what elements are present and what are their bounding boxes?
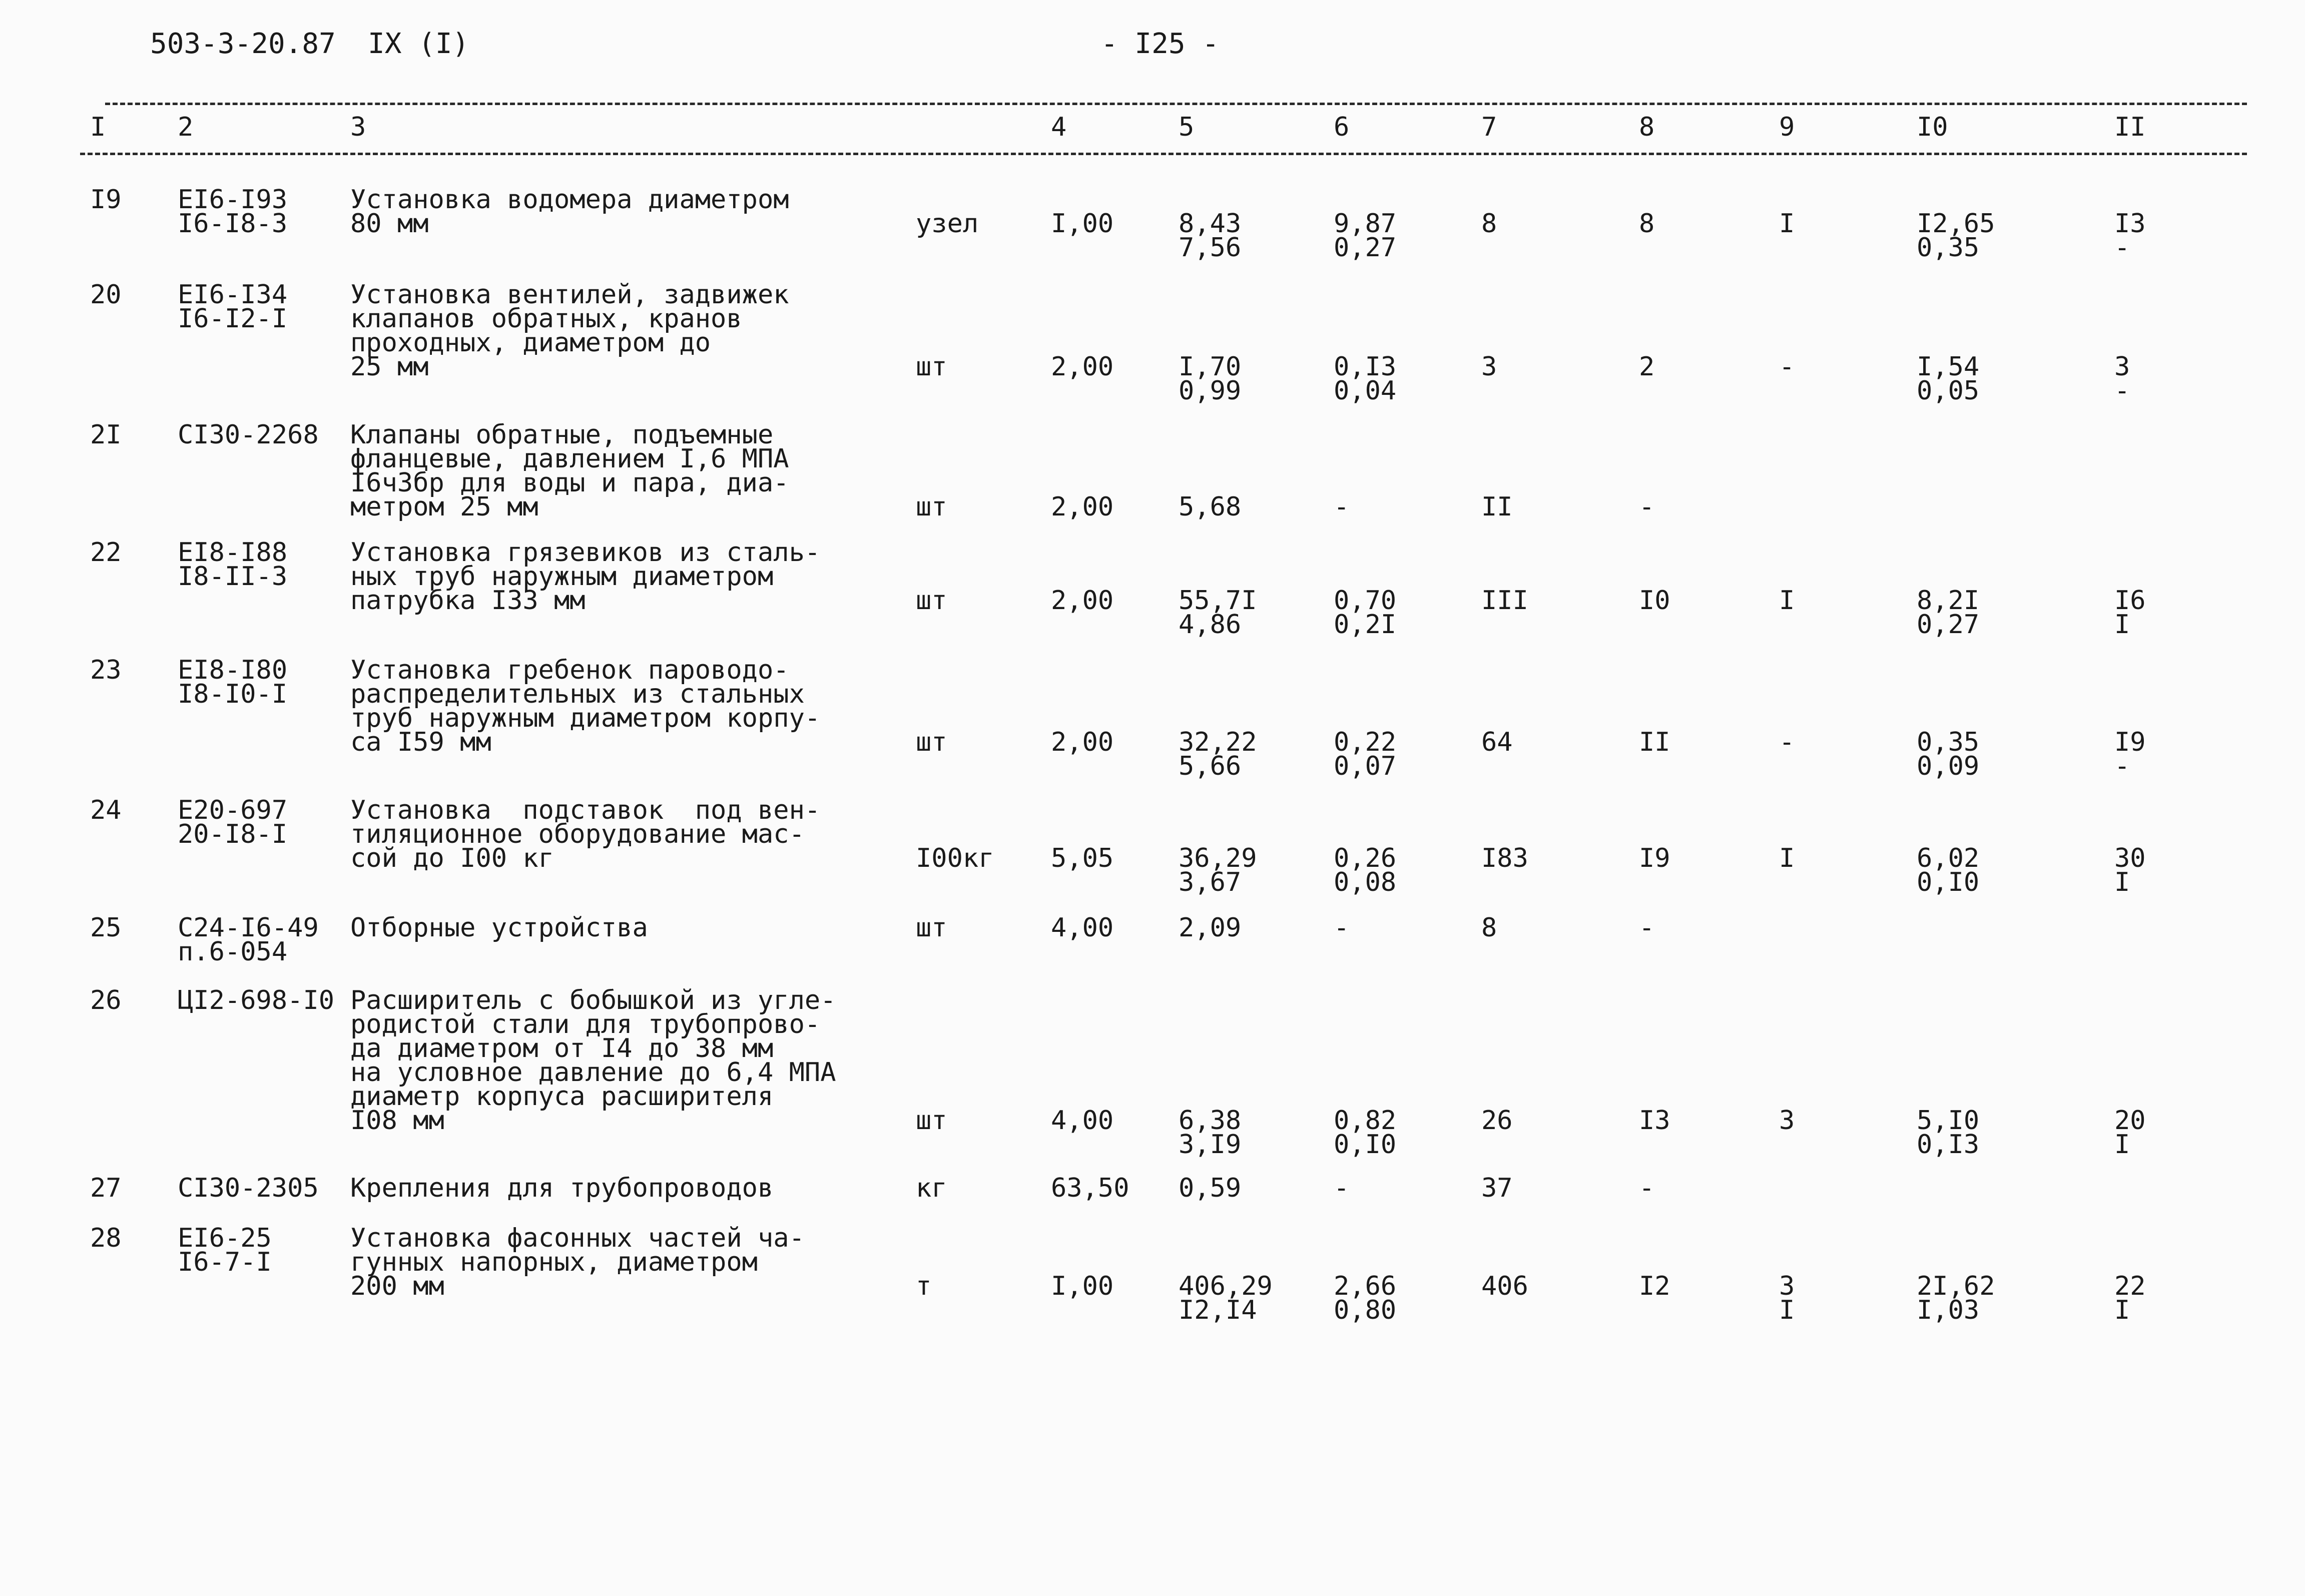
row-description: 80 мм bbox=[350, 209, 429, 239]
row-col6: 0,I3 bbox=[1334, 352, 1397, 382]
row-description: Установка вентилей, задвижек bbox=[350, 280, 789, 310]
row-col6: 2,66 bbox=[1334, 1271, 1397, 1301]
row-col10: 8,2I bbox=[1917, 586, 1980, 616]
row-number: 26 bbox=[90, 985, 122, 1015]
row-col9: 3 bbox=[1779, 1106, 1795, 1136]
row-description: распределительных из стальных bbox=[350, 679, 805, 709]
row-col6: 0,I0 bbox=[1334, 1130, 1397, 1160]
row-number: 22 bbox=[90, 538, 122, 568]
row-col9: I bbox=[1779, 843, 1795, 873]
row-description: 200 мм bbox=[350, 1271, 444, 1301]
row-col9: - bbox=[1779, 352, 1795, 382]
row-quantity: I,00 bbox=[1051, 1271, 1114, 1301]
row-col7: III bbox=[1481, 586, 1528, 616]
column-header-4: 4 bbox=[1051, 112, 1067, 142]
row-col11: I bbox=[2114, 1295, 2130, 1325]
row-col5: 406,29 bbox=[1179, 1271, 1273, 1301]
row-col7: 26 bbox=[1481, 1106, 1513, 1136]
row-col11: I bbox=[2114, 867, 2130, 897]
row-quantity: 5,05 bbox=[1051, 843, 1114, 873]
row-col8: I3 bbox=[1639, 1106, 1670, 1136]
row-col7: 8 bbox=[1481, 209, 1497, 239]
row-description: са I59 мм bbox=[350, 727, 491, 757]
column-header-2: 2 bbox=[178, 112, 194, 142]
row-col6: 0,26 bbox=[1334, 843, 1397, 873]
row-col8: I2 bbox=[1639, 1271, 1670, 1301]
row-col7: 406 bbox=[1481, 1271, 1528, 1301]
column-header-1: I bbox=[90, 112, 106, 142]
row-col5: 8,43 bbox=[1179, 209, 1242, 239]
row-col5: 55,7I bbox=[1179, 586, 1257, 616]
row-code: EI8-I88 bbox=[178, 538, 288, 568]
row-description: тиляционное оборудование мас- bbox=[350, 819, 805, 849]
row-col8: I9 bbox=[1639, 843, 1670, 873]
row-description: Установка гребенок пароводо- bbox=[350, 655, 789, 685]
row-unit: узел bbox=[916, 209, 979, 239]
row-description: метром 25 мм bbox=[350, 492, 538, 522]
column-header-9: 9 bbox=[1779, 112, 1795, 142]
row-unit: шт bbox=[916, 913, 947, 943]
row-col10: 0,05 bbox=[1917, 376, 1980, 406]
row-col5: 32,22 bbox=[1179, 727, 1257, 757]
row-col6: 0,08 bbox=[1334, 867, 1397, 897]
row-col6: 0,82 bbox=[1334, 1106, 1397, 1136]
column-header-3: 3 bbox=[350, 112, 366, 142]
row-col8: - bbox=[1639, 913, 1655, 943]
row-description: Установка подставок под вен- bbox=[350, 795, 821, 825]
row-col5: 3,67 bbox=[1179, 867, 1242, 897]
row-description: на условное давление до 6,4 МПА bbox=[350, 1057, 836, 1088]
row-col10: 0,35 bbox=[1917, 233, 1980, 263]
row-col6: 0,22 bbox=[1334, 727, 1397, 757]
row-description: да диаметром от I4 до 38 мм bbox=[350, 1033, 774, 1063]
row-col5: 36,29 bbox=[1179, 843, 1257, 873]
row-col6: 0,07 bbox=[1334, 751, 1397, 781]
row-col6: - bbox=[1334, 492, 1350, 522]
row-col6: - bbox=[1334, 1173, 1350, 1203]
row-col5: 2,09 bbox=[1179, 913, 1242, 943]
row-description: труб наружным диаметром корпу- bbox=[350, 703, 821, 733]
row-code: CI30-2268 bbox=[178, 420, 319, 450]
row-description: диаметр корпуса расширителя bbox=[350, 1082, 774, 1112]
row-col11: I bbox=[2114, 1130, 2130, 1160]
row-description: Установка водомера диаметром bbox=[350, 185, 789, 215]
row-quantity: 2,00 bbox=[1051, 352, 1114, 382]
row-col7: 37 bbox=[1481, 1173, 1513, 1203]
row-description: 25 мм bbox=[350, 352, 429, 382]
row-quantity: 2,00 bbox=[1051, 727, 1114, 757]
row-code: EI6-I34 bbox=[178, 280, 288, 310]
row-col7: I83 bbox=[1481, 843, 1528, 873]
row-code: EI6-25 bbox=[178, 1223, 272, 1253]
row-col10: I,54 bbox=[1917, 352, 1980, 382]
row-description: Установка фасонных частей ча- bbox=[350, 1223, 805, 1253]
row-description: сой до I00 кг bbox=[350, 843, 554, 873]
row-col9: I bbox=[1779, 1295, 1795, 1325]
row-description: Клапаны обратные, подъемные bbox=[350, 420, 774, 450]
row-number: 20 bbox=[90, 280, 122, 310]
row-quantity: 4,00 bbox=[1051, 1106, 1114, 1136]
row-col9: - bbox=[1779, 727, 1795, 757]
row-col5: 6,38 bbox=[1179, 1106, 1242, 1136]
header-top-rule bbox=[105, 103, 2247, 105]
row-description: Расширитель с бобышкой из угле- bbox=[350, 985, 836, 1015]
row-col7: 8 bbox=[1481, 913, 1497, 943]
row-unit: т bbox=[916, 1271, 932, 1301]
row-col5: 0,59 bbox=[1179, 1173, 1242, 1203]
row-number: I9 bbox=[90, 185, 122, 215]
row-col5: 0,99 bbox=[1179, 376, 1242, 406]
row-col10: 0,27 bbox=[1917, 610, 1980, 640]
row-description: I08 мм bbox=[350, 1106, 444, 1136]
row-col6: 0,04 bbox=[1334, 376, 1397, 406]
row-code: 20-I8-I bbox=[178, 819, 288, 849]
row-col5: 4,86 bbox=[1179, 610, 1242, 640]
column-header-5: 5 bbox=[1179, 112, 1195, 142]
row-quantity: 63,50 bbox=[1051, 1173, 1129, 1203]
row-code: I8-II-3 bbox=[178, 562, 288, 592]
row-description: гунных напорных, диаметром bbox=[350, 1247, 758, 1277]
row-number: 23 bbox=[90, 655, 122, 685]
row-col6: 0,80 bbox=[1334, 1295, 1397, 1325]
row-col7: II bbox=[1481, 492, 1513, 522]
row-quantity: I,00 bbox=[1051, 209, 1114, 239]
row-col6: 0,2I bbox=[1334, 610, 1397, 640]
row-code: I6-7-I bbox=[178, 1247, 272, 1277]
row-col7: 3 bbox=[1481, 352, 1497, 382]
row-col11: - bbox=[2114, 233, 2130, 263]
row-col11: I9 bbox=[2114, 727, 2146, 757]
row-col9: I bbox=[1779, 209, 1795, 239]
row-col8: - bbox=[1639, 1173, 1655, 1203]
row-col11: 20 bbox=[2114, 1106, 2146, 1136]
row-unit: шт bbox=[916, 352, 947, 382]
row-description: I6ч3бр для воды и пара, диа- bbox=[350, 468, 789, 498]
row-quantity: 4,00 bbox=[1051, 913, 1114, 943]
row-col5: I2,I4 bbox=[1179, 1295, 1257, 1325]
row-description: Установка грязевиков из сталь- bbox=[350, 538, 821, 568]
document-code: 503-3-20.87 bbox=[150, 28, 336, 60]
row-col10: 5,I0 bbox=[1917, 1106, 1980, 1136]
row-number: 25 bbox=[90, 913, 122, 943]
row-unit: кг bbox=[916, 1173, 947, 1203]
row-col8: 2 bbox=[1639, 352, 1655, 382]
row-col11: I6 bbox=[2114, 586, 2146, 616]
row-col5: 5,66 bbox=[1179, 751, 1242, 781]
row-col5: I,70 bbox=[1179, 352, 1242, 382]
row-col5: 5,68 bbox=[1179, 492, 1242, 522]
row-code: ЦI2-698-I0 bbox=[178, 985, 335, 1015]
row-description: патрубка I33 мм bbox=[350, 586, 586, 616]
row-code: EI6-I93 bbox=[178, 185, 288, 215]
row-quantity: 2,00 bbox=[1051, 492, 1114, 522]
row-col10: 0,35 bbox=[1917, 727, 1980, 757]
row-description: фланцевые, давлением I,6 МПА bbox=[350, 444, 789, 474]
column-header-8: 8 bbox=[1639, 112, 1655, 142]
row-col6: 0,70 bbox=[1334, 586, 1397, 616]
row-col11: 22 bbox=[2114, 1271, 2146, 1301]
row-description: проходных, диаметром до bbox=[350, 328, 711, 358]
row-code: C24-I6-49 bbox=[178, 913, 319, 943]
row-number: 2I bbox=[90, 420, 122, 450]
row-col10: 0,I0 bbox=[1917, 867, 1980, 897]
row-col6: - bbox=[1334, 913, 1350, 943]
row-unit: шт bbox=[916, 1106, 947, 1136]
row-col6: 0,27 bbox=[1334, 233, 1397, 263]
row-unit: шт bbox=[916, 492, 947, 522]
row-col7: 64 bbox=[1481, 727, 1513, 757]
row-col5: 7,56 bbox=[1179, 233, 1242, 263]
row-col9: I bbox=[1779, 586, 1795, 616]
section-label: IX (I) bbox=[368, 28, 469, 60]
row-code: CI30-2305 bbox=[178, 1173, 319, 1203]
row-description: клапанов обратных, кранов bbox=[350, 304, 742, 334]
row-col10: 6,02 bbox=[1917, 843, 1980, 873]
row-col6: 9,87 bbox=[1334, 209, 1397, 239]
row-description: Отборные устройства bbox=[350, 913, 648, 943]
header-bottom-rule bbox=[80, 153, 2247, 155]
row-col11: 30 bbox=[2114, 843, 2146, 873]
row-code: п.6-054 bbox=[178, 937, 288, 967]
row-col5: 3,I9 bbox=[1179, 1130, 1242, 1160]
row-col8: II bbox=[1639, 727, 1670, 757]
row-col10: 0,I3 bbox=[1917, 1130, 1980, 1160]
row-unit: I00кг bbox=[916, 843, 994, 873]
row-code: EI8-I80 bbox=[178, 655, 288, 685]
row-col10: I,03 bbox=[1917, 1295, 1980, 1325]
row-col8: 8 bbox=[1639, 209, 1655, 239]
row-col11: - bbox=[2114, 751, 2130, 781]
row-col11: - bbox=[2114, 376, 2130, 406]
row-code: I6-I2-I bbox=[178, 304, 288, 334]
row-col10: I2,65 bbox=[1917, 209, 1995, 239]
row-unit: шт bbox=[916, 727, 947, 757]
row-number: 24 bbox=[90, 795, 122, 825]
row-number: 28 bbox=[90, 1223, 122, 1253]
row-code: I6-I8-3 bbox=[178, 209, 288, 239]
row-code: I8-I0-I bbox=[178, 679, 288, 709]
row-unit: шт bbox=[916, 586, 947, 616]
row-col11: I bbox=[2114, 610, 2130, 640]
row-col8: I0 bbox=[1639, 586, 1670, 616]
row-col11: I3 bbox=[2114, 209, 2146, 239]
row-col8: - bbox=[1639, 492, 1655, 522]
row-quantity: 2,00 bbox=[1051, 586, 1114, 616]
row-col9: 3 bbox=[1779, 1271, 1795, 1301]
row-description: ных труб наружным диаметром bbox=[350, 562, 774, 592]
row-col11: 3 bbox=[2114, 352, 2130, 382]
column-header-11: II bbox=[2114, 112, 2146, 142]
row-col10: 0,09 bbox=[1917, 751, 1980, 781]
page-number: - I25 - bbox=[1101, 28, 1220, 60]
row-description: Крепления для трубопроводов bbox=[350, 1173, 774, 1203]
column-header-10: I0 bbox=[1917, 112, 1948, 142]
row-col10: 2I,62 bbox=[1917, 1271, 1995, 1301]
column-header-6: 6 bbox=[1334, 112, 1350, 142]
row-code: E20-697 bbox=[178, 795, 288, 825]
row-description: родистой стали для трубопрово- bbox=[350, 1009, 821, 1039]
column-header-7: 7 bbox=[1481, 112, 1497, 142]
row-number: 27 bbox=[90, 1173, 122, 1203]
